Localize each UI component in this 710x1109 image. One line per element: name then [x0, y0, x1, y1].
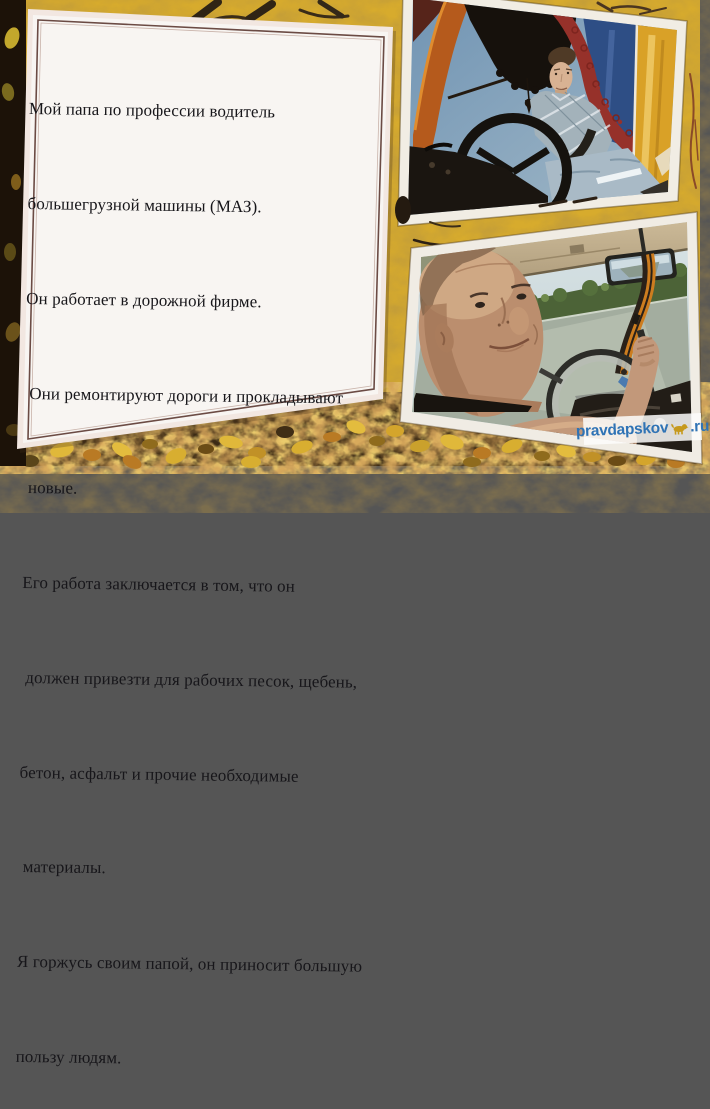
essay-line: пользу людям. [15, 1046, 122, 1068]
watermark-site: pravdapskov [575, 418, 669, 440]
essay-line: большегрузной машины (МАЗ). [27, 193, 262, 217]
pskov-lion-icon [670, 420, 689, 435]
essay-line: Его работа заключается в том, что он [22, 573, 296, 596]
essay-line: бетон, асфальт и прочие необходимые [19, 762, 299, 786]
watermark-tld: .ru [689, 417, 710, 436]
essay-line: материалы. [18, 857, 106, 878]
essay-line: Я горжусь своим папой, он приносит большую [16, 952, 363, 976]
essay-text-panel [15, 30, 384, 1109]
essay-line: Он работает в дорожной фирме. [26, 288, 262, 312]
truck-cab-interior [400, 0, 690, 226]
driver-face [550, 62, 573, 92]
photo-truck-cab [398, 0, 690, 226]
essay-line: новые. [23, 478, 78, 499]
essay-line: должен привезти для рабочих песок, щебень, [20, 667, 358, 692]
watermark [575, 413, 710, 445]
essay-line: Мой папа по профессии водитель [28, 99, 276, 122]
essay-line: Они ремонтируют дороги и прокладывают [24, 383, 344, 407]
